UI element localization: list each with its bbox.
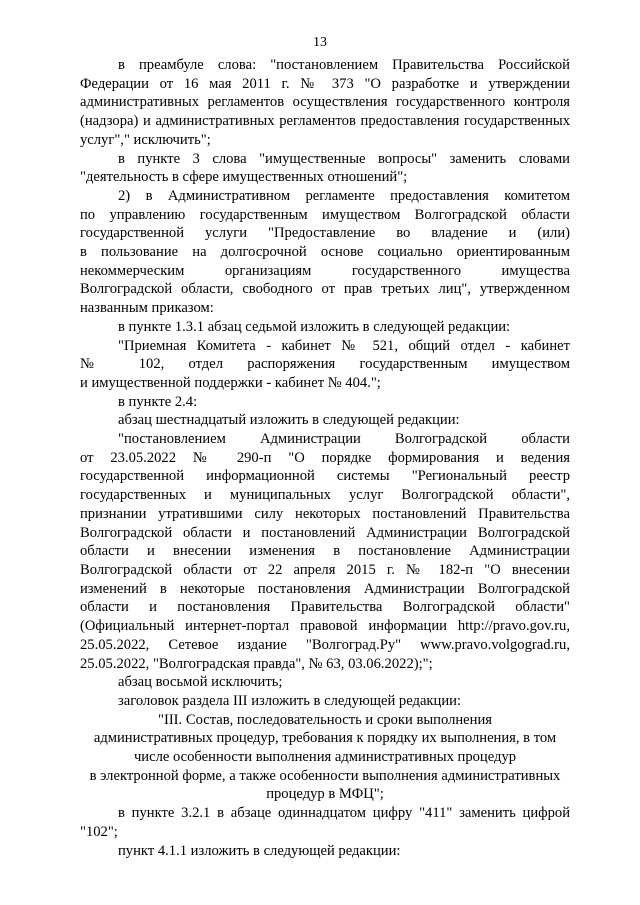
- paragraph: [80, 842, 570, 861]
- text-line: 25.05.2022, "Волгоградская правда", № 63, 03.06.2022);";: [80, 655, 433, 672]
- text-line: "деятельность в сфере имущественных отношений";: [80, 169, 408, 186]
- text-line: абзац восьмой исключить;: [118, 674, 283, 691]
- text-line: № 102, отдел распоряжения государственным имуществом: [80, 356, 570, 373]
- text-line: государственной услуги "Предоставление во владение и (или): [80, 225, 570, 242]
- page-number: 13: [313, 35, 327, 50]
- text-line: в преамбуле слова: "постановлением Правительства Российской: [118, 57, 570, 73]
- text-line: области и постановления Правительства Волгоградской области": [80, 599, 570, 616]
- text-line: в пользование на долгосрочной основе социально ориентированным: [80, 244, 570, 261]
- text-line: услуг"," исключить";: [80, 131, 211, 148]
- text-line: области и внесении изменения в постановление Администрации: [80, 543, 570, 560]
- text-line: признании утратившими силу некоторых постановлений Правительства: [80, 505, 570, 522]
- text-line: (Официальный интернет-портал правовой информации http://pravo.gov.ru,: [80, 618, 570, 635]
- text-line: названным приказом:: [80, 300, 214, 317]
- paragraph: [80, 150, 570, 187]
- text-line: по управлению государственным имуществом Волгоградской области: [80, 206, 570, 223]
- text-line: и имущественной поддержки - кабинет № 404.";: [80, 374, 381, 391]
- text-line: Волгоградской области и постановлений Администрации Волгоградской: [80, 524, 570, 541]
- paragraph: [80, 692, 570, 711]
- paragraph: [80, 804, 570, 841]
- paragraph: [80, 393, 570, 412]
- text-line: в пункте 2.4:: [118, 393, 198, 410]
- text-line: "102";: [80, 823, 118, 840]
- text-line: 25.05.2022, Сетевое издание "Волгоград.Ру" www.pravo.volgograd.ru,: [80, 636, 570, 653]
- text-line: государственной информационной системы "Региональный реестр: [80, 468, 570, 485]
- text-line: "III. Состав, последовательность и сроки выполнения: [158, 711, 492, 728]
- text-line: в пункте 3 слова "имущественные вопросы" заменить словами: [118, 150, 570, 167]
- paragraph: [80, 411, 570, 430]
- paragraph: [80, 673, 570, 692]
- text-line: заголовок раздела III изложить в следующей редакции:: [118, 692, 461, 709]
- text-line: в электронной форме, а также особенности выполнения административных: [89, 767, 561, 784]
- document-body: [80, 56, 570, 860]
- paragraph: [80, 430, 570, 673]
- text-line: изменений в некоторые постановления Администрации Волгоградской: [80, 580, 570, 597]
- text-line: Волгоградской области, свободного от прав третьих лиц", утвержденном: [80, 281, 570, 298]
- paragraph: [80, 337, 570, 393]
- text-line: абзац шестнадцатый изложить в следующей редакции:: [118, 412, 460, 429]
- text-line: (надзора) и административных регламентов предоставления государственных: [80, 113, 570, 130]
- text-line: 2) в Административном регламенте предоставления комитетом: [118, 187, 570, 204]
- text-line: числе особенности выполнения административных процедур: [133, 749, 517, 766]
- text-line: некоммерческим организациям государственного имущества: [80, 262, 570, 279]
- text-line: в пункте 3.2.1 в абзаце одиннадцатом цифру "411" заменить цифрой: [118, 805, 570, 822]
- text-line: "Приемная Комитета - кабинет № 521, общий отдел - кабинет: [118, 337, 570, 354]
- text-line: административных регламентов осуществления государственного контроля: [80, 94, 570, 111]
- text-line: "постановлением Администрации Волгоградской области: [118, 431, 570, 448]
- text-line: пункт 4.1.1 изложить в следующей редакции:: [118, 842, 401, 859]
- paragraph: [80, 318, 570, 337]
- text-line: от 23.05.2022 № 290-п "О порядке формирования и ведения: [80, 449, 570, 466]
- text-line: процедур в МФЦ";: [266, 786, 384, 803]
- paragraph: [80, 187, 570, 318]
- text-line: в пункте 1.3.1 абзац седьмой изложить в следующей редакции:: [118, 318, 511, 335]
- text-line: Федерации от 16 мая 2011 г. № 373 "О разработке и утверждении: [80, 75, 570, 92]
- text-line: государственных и муниципальных услуг Волгоградской области",: [80, 487, 570, 504]
- text-line: административных процедур, требования к порядку их выполнения, в том: [93, 730, 557, 747]
- text-line: Волгоградской области от 22 апреля 2015 г. № 182-п "О внесении: [80, 561, 570, 578]
- section-heading: [80, 711, 570, 805]
- paragraph: [80, 56, 570, 150]
